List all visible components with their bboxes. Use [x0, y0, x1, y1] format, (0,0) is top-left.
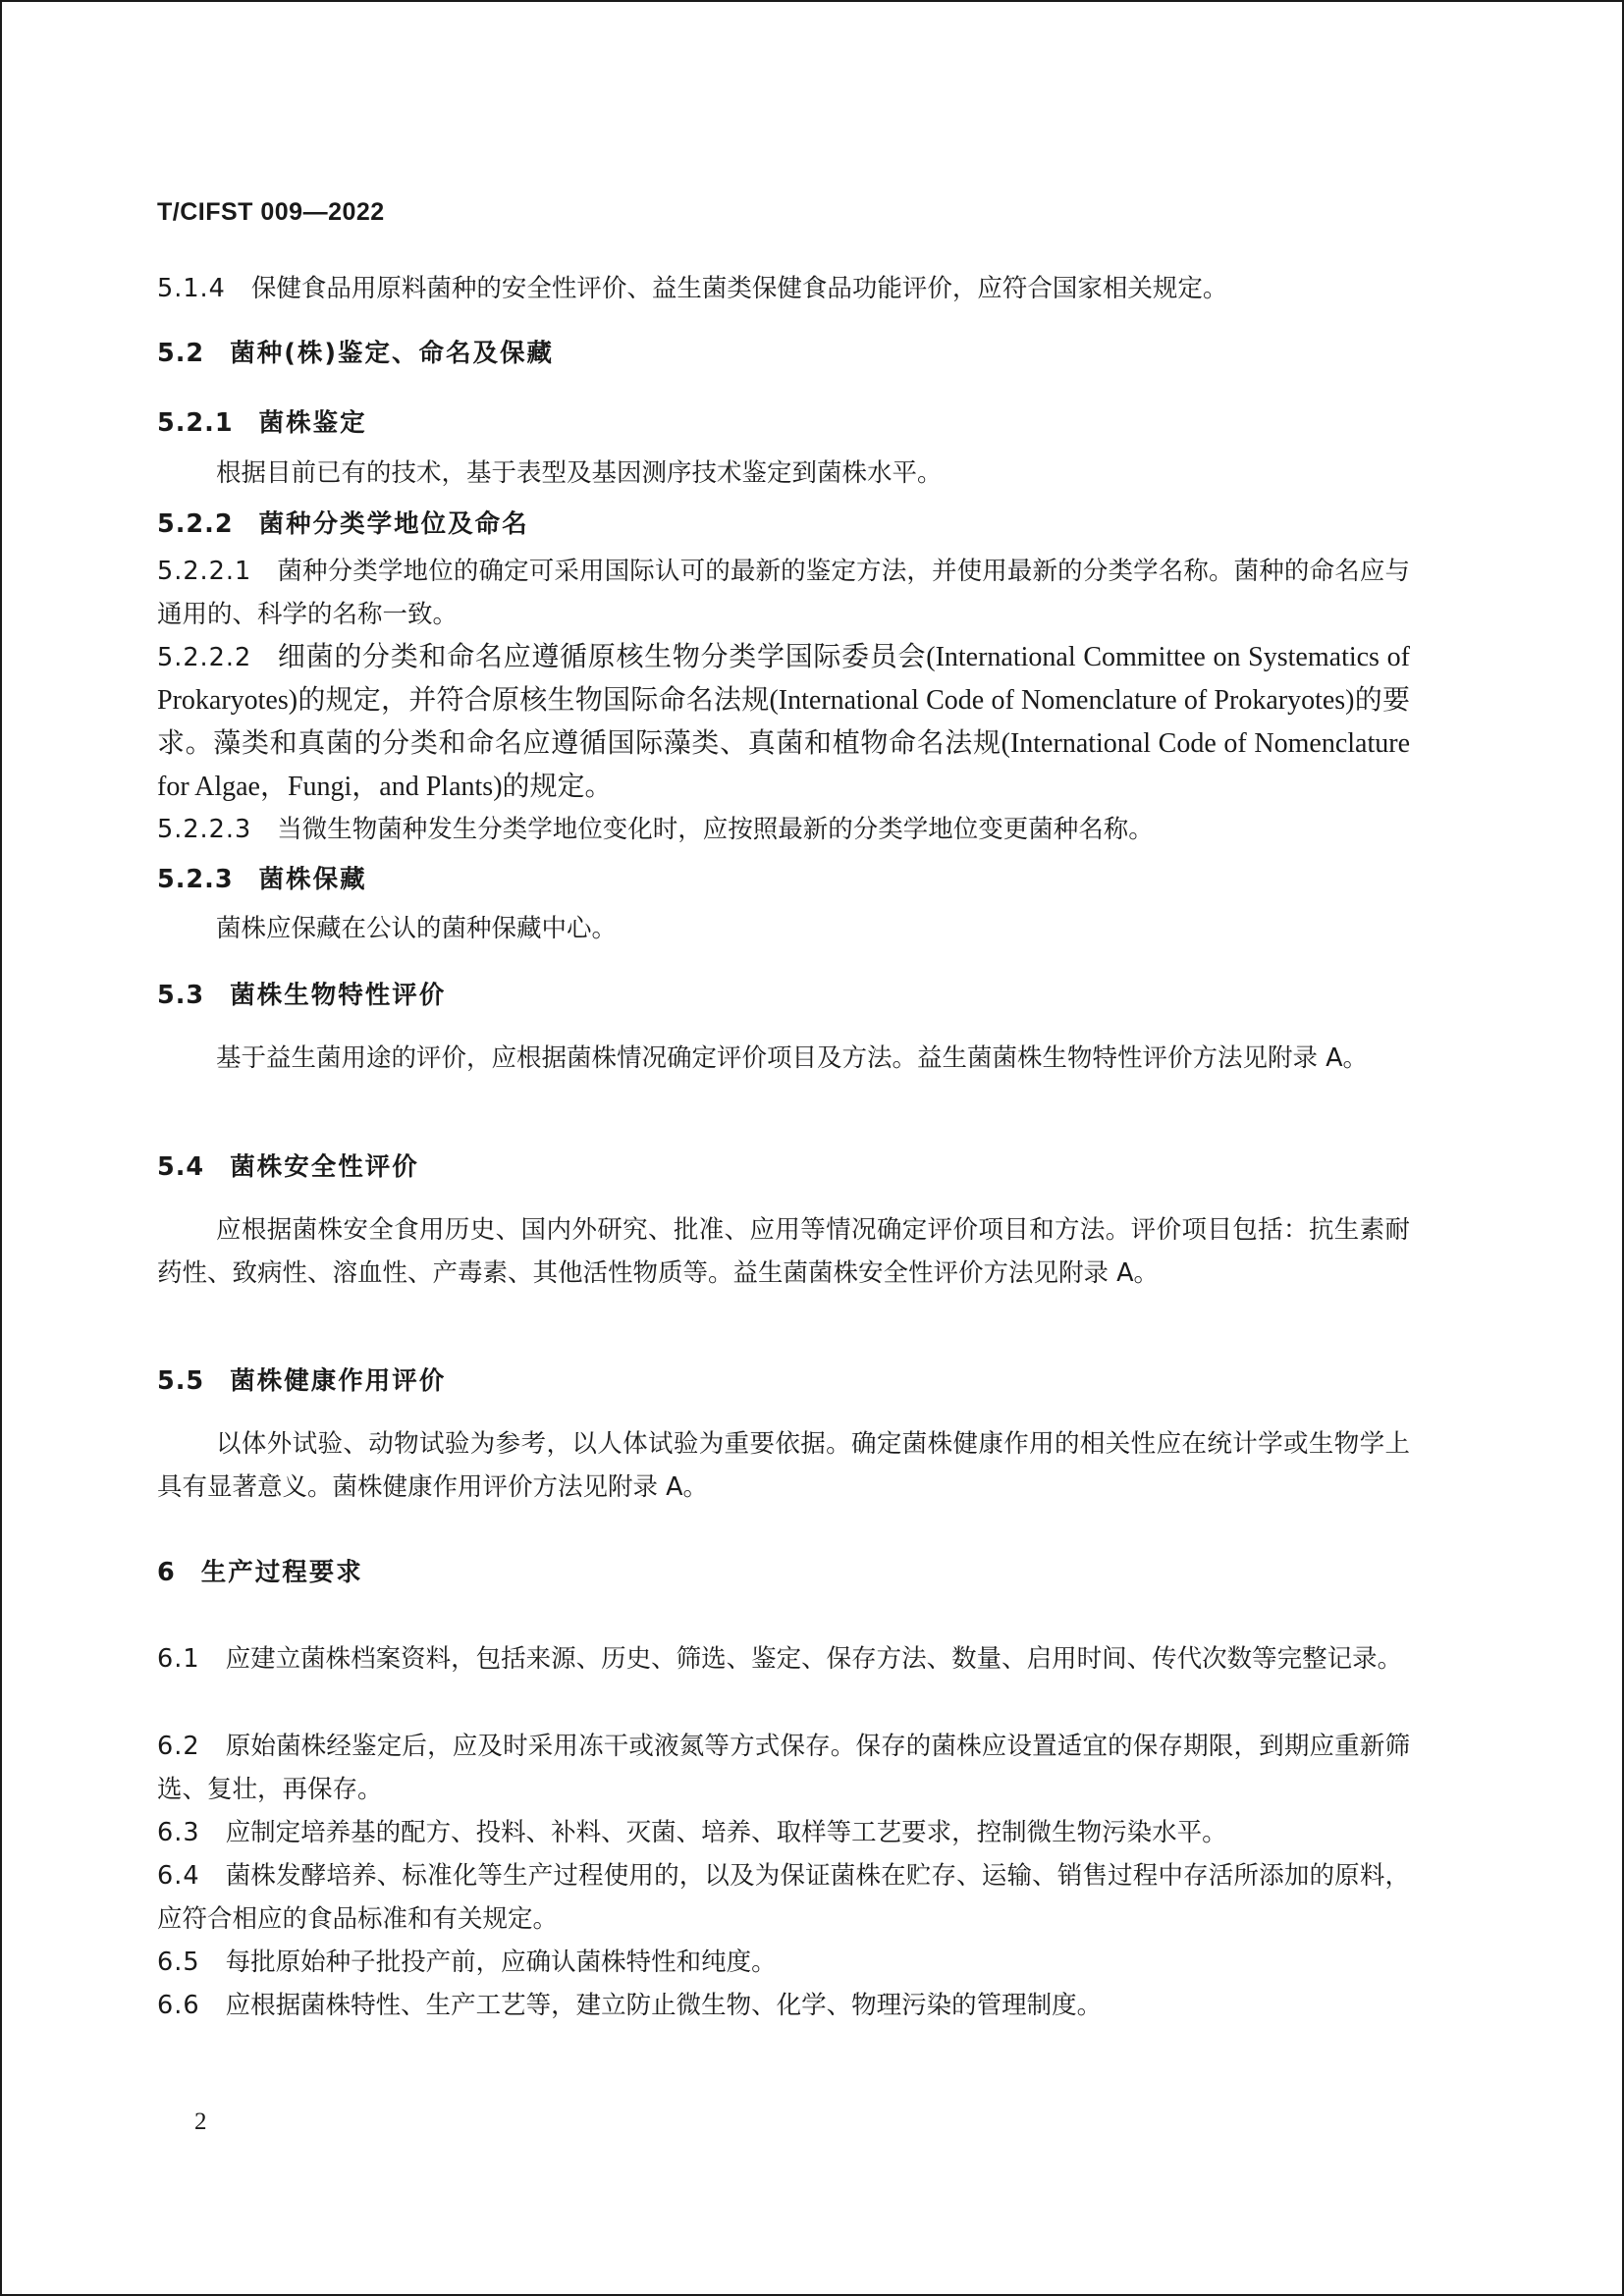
clause-number: 6.1	[157, 1644, 200, 1674]
section-heading-5-3	[157, 974, 1410, 1017]
clause-text: 应制定培养基的配方、投料、补料、灭菌、培养、取样等工艺要求，控制微生物污染水平。	[225, 1818, 1227, 1847]
clause-number: 6.3	[157, 1818, 200, 1847]
section-number: 5.2.3	[157, 865, 234, 894]
clause-6-2	[157, 1725, 1410, 1811]
clause-number: 5.1.4	[157, 274, 226, 303]
section-title: 菌株生物特性评价	[230, 981, 447, 1010]
clause-5-2-2-2	[157, 636, 1410, 809]
clause-number: 6.6	[157, 1991, 200, 2020]
section-number: 5.2	[157, 339, 205, 368]
section-title: 生产过程要求	[200, 1558, 363, 1587]
clause-6-6	[157, 1984, 1410, 2027]
clause-text: 应建立菌株档案资料，包括来源、历史、筛选、鉴定、保存方法、数量、启用时间、传代次数等完整记录。	[225, 1644, 1403, 1674]
clause-number: 6.4	[157, 1861, 200, 1891]
clause-6-5	[157, 1941, 1410, 1984]
section-number: 5.2.2	[157, 509, 234, 539]
section-heading-5-2	[157, 332, 1410, 375]
section-title: 菌种(株)鉴定、命名及保藏	[230, 339, 554, 368]
clause-text: 原始菌株经鉴定后，应及时采用冻干或液氮等方式保存。保存的菌株应设置适宜的保存期限，到期应重新筛选、复壮，再保存。	[157, 1732, 1410, 1804]
clause-5-2-2-3	[157, 808, 1410, 851]
clause-6-4	[157, 1854, 1410, 1941]
paragraph-5-4: 应根据菌株安全食用历史、国内外研究、批准、应用等情况确定评价项目和方法。评价项目包括：抗生素耐药性、致病性、溶血性、产毒素、其他活性物质等。益生菌菌株安全性评价方法见附录 A。	[157, 1215, 1410, 1288]
clause-number: 6.2	[157, 1732, 200, 1761]
clause-text: 当微生物菌种发生分类学地位变化时，应按照最新的分类学地位变更菌种名称。	[277, 815, 1154, 844]
clause-text: 应根据菌株特性、生产工艺等，建立防止微生物、化学、物理污染的管理制度。	[225, 1991, 1103, 2020]
section-title: 菌株安全性评价	[230, 1152, 419, 1182]
clause-6-3	[157, 1811, 1410, 1854]
section-title: 菌株鉴定	[258, 408, 367, 438]
section-heading-5-5	[157, 1360, 1410, 1403]
clause-text: 每批原始种子批投产前，应确认菌株特性和纯度。	[225, 1948, 777, 1977]
section-number: 5.4	[157, 1152, 205, 1182]
section-heading-6	[157, 1551, 1410, 1594]
clause-number: 5.2.2.1	[157, 557, 252, 586]
page-number: 2	[194, 2109, 207, 2135]
section-heading-5-2-3	[157, 858, 1410, 901]
clause-number: 6.5	[157, 1948, 200, 1977]
clause-text: 细菌的分类和命名应遵循原核生物分类学国际委员会(International Committee on Systematics of Prokaryotes)的规定，并符合原核生物国际命名法规(International Code of Nomenclature of Prokaryotes)的要求。藻类和真菌的分类和命名应遵循国际藻类、真菌和植物命名法规(International Code of Nomenclature for Algae，Fungi，and Plants)的规定。	[157, 642, 1410, 802]
clause-text: 菌株发酵培养、标准化等生产过程使用的，以及为保证菌株在贮存、运输、销售过程中存活所添加的原料，应符合相应的食品标准和有关规定。	[157, 1861, 1410, 1934]
section-heading-5-2-1	[157, 401, 1410, 445]
section-title: 菌种分类学地位及命名	[258, 509, 529, 539]
standard-code: T/CIFST 009—2022	[157, 198, 385, 226]
section-number: 5.3	[157, 981, 205, 1010]
clause-5-2-2-1	[157, 550, 1410, 636]
section-title: 菌株保藏	[258, 865, 367, 894]
clause-5-1-4	[157, 267, 1410, 310]
paragraph-5-5: 以体外试验、动物试验为参考，以人体试验为重要依据。确定菌株健康作用的相关性应在统计学或生物学上具有显著意义。菌株健康作用评价方法见附录 A。	[157, 1429, 1410, 1502]
section-title: 菌株健康作用评价	[230, 1366, 447, 1396]
paragraph-5-3: 基于益生菌用途的评价，应根据菌株情况确定评价项目及方法。益生菌菌株生物特性评价方法见附录 A。	[216, 1043, 1369, 1073]
section-number: 5.5	[157, 1366, 205, 1396]
clause-number: 5.2.2.3	[157, 815, 252, 844]
section-number: 6	[157, 1558, 176, 1587]
section-heading-5-4	[157, 1146, 1410, 1189]
clause-6-1	[157, 1637, 1410, 1681]
clause-number: 5.2.2.2	[157, 643, 252, 672]
section-heading-5-2-2	[157, 503, 1410, 546]
paragraph-5-2-3: 菌株应保藏在公认的菌种保藏中心。	[216, 914, 618, 943]
paragraph-5-2-1: 根据目前已有的技术，基于表型及基因测序技术鉴定到菌株水平。	[216, 458, 943, 488]
clause-text: 菌种分类学地位的确定可采用国际认可的最新的鉴定方法，并使用最新的分类学名称。菌种的命名应与通用的、科学的名称一致。	[157, 557, 1410, 629]
clause-text: 保健食品用原料菌种的安全性评价、益生菌类保健食品功能评价，应符合国家相关规定。	[250, 274, 1228, 303]
section-number: 5.2.1	[157, 408, 234, 438]
